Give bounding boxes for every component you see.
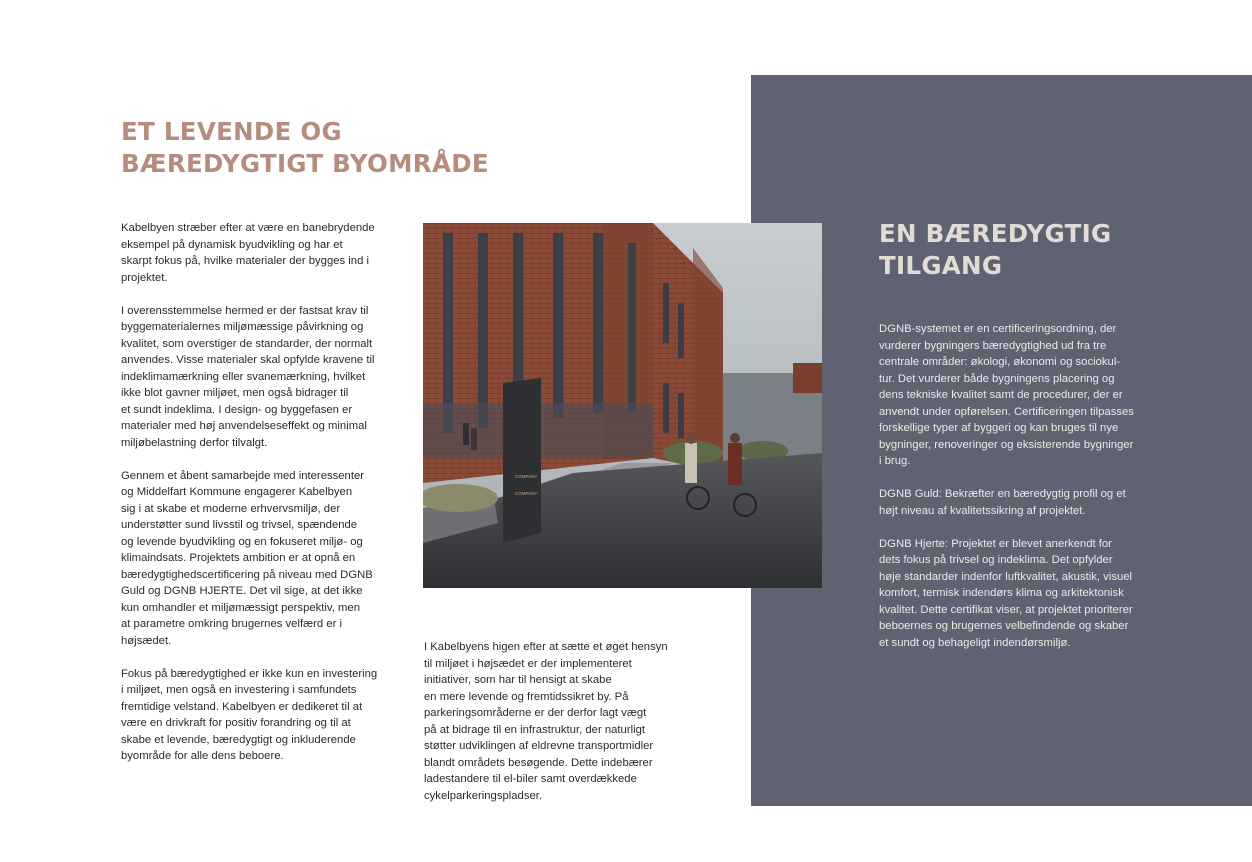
text-line: et sundt og behageligt indendørsmiljø. <box>879 636 1071 649</box>
text-line: anvendes. Visse materialer skal opfylde kravene til <box>121 354 375 366</box>
side-panel-title-line: TILGANG <box>879 251 1003 280</box>
text-line: miljøbelastning derfor tilvalgt. <box>121 436 268 449</box>
text-line: dens tekniske kvalitet samt de procedurer, der er <box>879 389 1123 401</box>
text-line: anvendt under opførelsen. Certificeringen tilpasses <box>879 405 1134 418</box>
text-line: højt niveau af kvalitetssikring af projektet. <box>879 504 1086 517</box>
text-line: vurderer bygningers bæredygtighed ud fra tre <box>879 339 1107 352</box>
paragraph <box>879 321 1179 470</box>
text-line: I Kabelbyens higen efter at sætte et øget hensyn <box>424 641 668 653</box>
text-line: skarpt fokus på, hvilke materialer der bygges ind i <box>121 255 370 267</box>
text-line: i brug. <box>879 455 911 467</box>
text-line: komfort, termisk indendørs klima og arkitektonisk <box>879 587 1124 599</box>
text-line: beboernes og brugernes velbefindende og skaber <box>879 620 1129 632</box>
text-line: høje standarder indenfor luftkvalitet, akustik, visuel <box>879 570 1133 583</box>
paragraph <box>879 486 1179 519</box>
text-line: på at bidrage til en infrastruktur, der naturligt <box>424 723 646 736</box>
paragraph <box>121 468 401 650</box>
text-line: parkeringsområderne er der derfor lagt vægt <box>424 707 647 719</box>
text-line: ikke blot gavner miljøet, men også bidrager til <box>121 387 349 399</box>
text-line: i miljøet, men også en investering i samfundets <box>121 684 357 696</box>
text-line: og levende byudvikling og en fokuseret miljø- og <box>121 535 363 548</box>
text-line: klimaindsats. Projektets ambition er at opnå en <box>121 552 356 564</box>
text-line: initiativer, som har til hensigt at skabe <box>424 674 612 686</box>
text-line: og Middelfart Kommune engagerer Kabelbyen <box>121 486 353 498</box>
right-text-column <box>879 321 1179 668</box>
text-line: Gennem et åbent samarbejde med interessenter <box>121 469 365 482</box>
text-line: materialer med høj anvendelseseffekt og minimal <box>121 420 367 432</box>
paragraph <box>879 536 1179 652</box>
text-line: centrale områder: økologi, økonomi og sociokul- <box>879 356 1121 368</box>
text-line: DGNB Hjerte: Projektet er blevet anerkendt for <box>879 537 1112 550</box>
text-line: højsædet. <box>121 634 172 647</box>
text-line: være en drivkraft for positiv forandring og til at <box>121 717 351 729</box>
text-line: Kabelbyen stræber efter at være en banebrydende <box>121 222 375 234</box>
text-line: sig i at skabe et moderne erhvervsmiljø, der <box>121 502 341 515</box>
side-panel-title-line: EN BÆREDYGTIG <box>879 219 1112 248</box>
text-line: Fokus på bæredygtighed er ikke kun en investering <box>121 667 378 680</box>
text-line: blandt områdets besøgende. Dette indebærer <box>424 756 653 769</box>
text-line: tur. Det vurderer både bygningens placering og <box>879 372 1115 385</box>
text-line: DGNB Guld: Bekræfter en bæredygtig profil og et <box>879 488 1126 500</box>
paragraph <box>121 303 401 452</box>
text-line: byområde for alle dens beboere. <box>121 750 284 762</box>
left-text-column <box>121 220 401 781</box>
page-title-line: BÆREDYGTIGT BYOMRÅDE <box>121 149 489 178</box>
text-line: fremtidige velstand. Kabelbyen er dedikeret til at <box>121 700 363 713</box>
text-line: I overensstemmelse hermed er der fastsat krav til <box>121 304 369 317</box>
middle-text-column <box>424 639 714 821</box>
side-panel-title <box>879 218 1111 282</box>
text-line: understøtter sund livsstil og trivsel, spændende <box>121 519 358 531</box>
text-line: eksempel på dynamisk byudvikling og har et <box>121 238 343 251</box>
text-line: Guld og DGNB HJERTE. Det vil sige, at det ikke <box>121 585 363 597</box>
text-line: at parametre omkring brugernes velfærd er i <box>121 618 343 630</box>
text-line: skabe et levende, bæredygtigt og inkluderende <box>121 733 356 746</box>
paragraph <box>424 639 714 804</box>
text-line: en mere levende og fremtidssikret by. På <box>424 690 629 703</box>
text-line: indeklimamærkning eller svanemærkning, hvilket <box>121 370 366 383</box>
text-line: bygninger, renoveringer og eksisterende bygninger <box>879 438 1134 451</box>
paragraph <box>121 220 401 286</box>
text-line: bæredygtighedscertificering på niveau med DGNB <box>121 568 373 581</box>
text-line: kvalitet, som overstiger de standarder, der normalt <box>121 337 373 350</box>
text-line: byggematerialernes miljømæssige påvirkning og <box>121 321 364 333</box>
sign-label: COMPANY <box>515 491 538 496</box>
building-rendering-image <box>423 223 822 588</box>
page-title <box>121 116 489 180</box>
text-line: ladestandere til el-biler samt overdækkede <box>424 773 637 785</box>
text-line: kun omhandler et miljømæssigt perspektiv, men <box>121 601 360 614</box>
text-line: dets fokus på trivsel og indeklima. Det opfylder <box>879 554 1113 566</box>
text-line: støtter udviklingen af eldrevne transportmidler <box>424 740 654 752</box>
sign-label: COMPANY <box>515 474 538 479</box>
text-line: DGNB-systemet er en certificeringsordning, der <box>879 323 1117 335</box>
text-line: til miljøet i højsædet er der implementeret <box>424 657 632 670</box>
text-line: kvalitet. Dette certifikat viser, at projektet prioriterer <box>879 603 1133 616</box>
paragraph <box>121 666 401 765</box>
text-line: forskellige typer af byggeri og kan bruges til nye <box>879 422 1119 434</box>
page-title-line: ET LEVENDE OG <box>121 117 342 146</box>
text-line: cykelparkeringspladser. <box>424 789 543 802</box>
text-line: et sundt indeklima. I design- og byggefasen er <box>121 403 353 416</box>
text-line: projektet. <box>121 271 168 284</box>
